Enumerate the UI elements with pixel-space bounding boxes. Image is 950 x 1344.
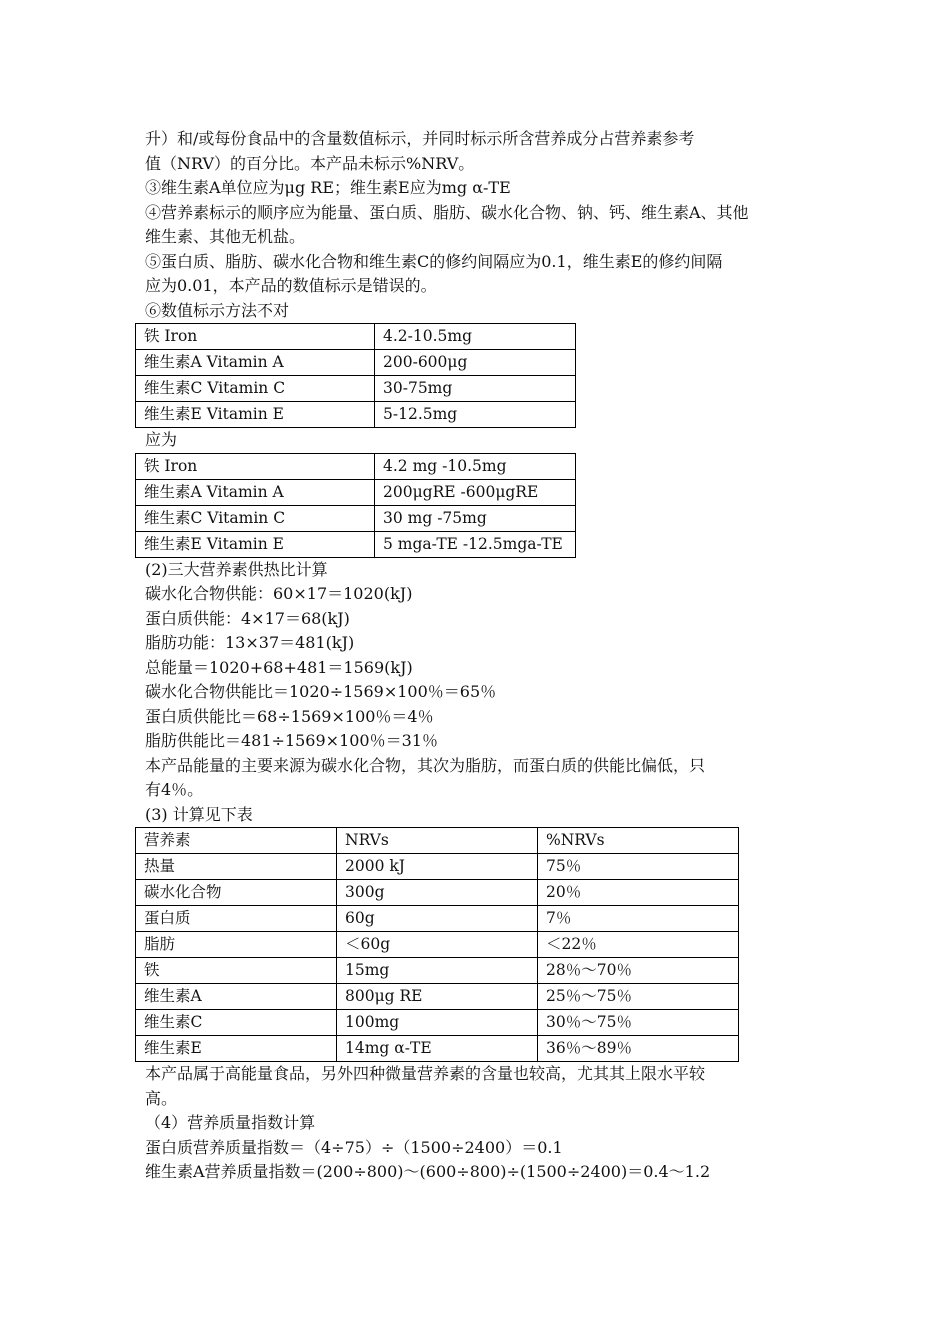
nrv-table [135, 827, 739, 1062]
table-row [136, 1036, 739, 1062]
calc-line: 总能量＝1020+68+481＝1569(kJ) [145, 657, 413, 677]
intro-line: ⑤蛋白质、脂肪、碳水化合物和维生素C的修约间隔应为0.1，维生素E的修约间隔 [145, 251, 723, 271]
table-cell: 30％～75％ [538, 1010, 739, 1036]
calc-line: 有4％。 [145, 780, 204, 799]
intro-line: 维生素、其他无机盐。 [145, 227, 306, 246]
table-cell: 维生素A Vitamin A [136, 479, 375, 505]
table-cell: 200-600μg [375, 350, 576, 376]
correct-format-table [135, 453, 576, 558]
calc-line: 碳水化合物供能：60×17＝1020(kJ) [145, 584, 413, 603]
section-heading: （4）营养质量指数计算 [145, 1113, 316, 1132]
table-row [136, 505, 576, 531]
table-cell: 铁 Iron [136, 324, 375, 350]
table-cell: 60g [337, 906, 538, 932]
table-cell: 维生素E Vitamin E [136, 531, 375, 557]
table-row [136, 1010, 739, 1036]
table-cell: 维生素C [136, 1010, 337, 1036]
intro-line: ③维生素A单位应为μg RE；维生素E应为mg α-TE [145, 178, 511, 197]
table-cell: 维生素A Vitamin A [136, 350, 375, 376]
calculation-section [145, 558, 815, 828]
table-cell: 15mg [337, 958, 538, 984]
table-cell: 36％～89％ [538, 1036, 739, 1062]
calc-line: 蛋白质供能比＝68÷1569×100％＝4％ [145, 706, 434, 726]
conclusion-line: 高。 [145, 1088, 178, 1108]
section-heading: (2)三大营养素供热比计算 [145, 559, 328, 579]
table-cell: 铁 Iron [136, 453, 375, 479]
table-row [136, 324, 576, 350]
calc-line: 脂肪供能比＝481÷1569×100％＝31％ [145, 731, 438, 750]
table-cell: 2000 kJ [337, 854, 538, 880]
table-cell: ＜60g [337, 932, 538, 958]
conclusion-section [145, 1062, 815, 1185]
intro-line: 升）和/或每份食品中的含量数值标示，并同时标示所含营养成分占营养素参考 [145, 129, 695, 148]
calc-line: 碳水化合物供能比＝1020÷1569×100％＝65％ [145, 682, 497, 701]
calc-line: 蛋白质营养质量指数＝（4÷75）÷（1500÷2400）＝0.1 [145, 1137, 563, 1157]
table-cell: 300g [337, 880, 538, 906]
conclusion-line: 本产品属于高能量食品，另外四种微量营养素的含量也较高，尤其其上限水平较 [145, 1064, 706, 1083]
table-cell: 碳水化合物 [136, 880, 337, 906]
table-row [136, 479, 576, 505]
table-cell: 30-75mg [375, 376, 576, 402]
table-cell: 脂肪 [136, 932, 337, 958]
table-row [136, 932, 739, 958]
table-cell: 4.2-10.5mg [375, 324, 576, 350]
table-cell: 200μgRE -600μgRE [375, 479, 576, 505]
intro-line: 应为0.01，本产品的数值标示是错误的。 [145, 276, 437, 295]
table-row [136, 880, 739, 906]
table-cell: 75％ [538, 854, 739, 880]
table-cell: 维生素C Vitamin C [136, 376, 375, 402]
table-row [136, 906, 739, 932]
table-cell: 维生素C Vitamin C [136, 505, 375, 531]
table-row [136, 531, 576, 557]
table-row [136, 854, 739, 880]
table-cell: 30 mg -75mg [375, 505, 576, 531]
table-header-cell: NRVs [337, 828, 538, 854]
calc-line: 脂肪功能：13×37＝481(kJ) [145, 633, 355, 652]
table-header-cell: 营养素 [136, 828, 337, 854]
table-row [136, 958, 739, 984]
table-row [136, 376, 576, 402]
section-heading: (3) 计算见下表 [145, 804, 253, 824]
table-cell: 维生素E [136, 1036, 337, 1062]
intro-line: ④营养素标示的顺序应为能量、蛋白质、脂肪、碳水化合物、钠、钙、维生素A、其他 [145, 202, 749, 222]
table-cell: 100mg [337, 1010, 538, 1036]
intro-line: ⑥数值标示方法不对 [145, 300, 290, 320]
document-page [145, 127, 815, 1185]
table-cell: 25％～75％ [538, 984, 739, 1010]
table-row [136, 350, 576, 376]
calc-line: 维生素A营养质量指数＝(200÷800)～(600÷800)÷(1500÷2400)＝0.4～1.2 [145, 1162, 711, 1181]
table-cell: 20％ [538, 880, 739, 906]
calc-line: 本产品能量的主要来源为碳水化合物，其次为脂肪，而蛋白质的供能比偏低，只 [145, 755, 706, 775]
table-cell: 7％ [538, 906, 739, 932]
table-cell: 维生素A [136, 984, 337, 1010]
intro-section [145, 127, 815, 323]
table-cell: 5-12.5mg [375, 402, 576, 428]
table-cell: 热量 [136, 854, 337, 880]
table-header-row [136, 828, 739, 854]
intro-line: 值（NRV）的百分比。本产品未标示%NRV。 [145, 153, 475, 173]
table-row [136, 984, 739, 1010]
wrong-format-table [135, 323, 576, 428]
table-row [136, 453, 576, 479]
table-cell: 维生素E Vitamin E [136, 402, 375, 428]
table-cell: 14mg α-TE [337, 1036, 538, 1062]
table-cell: 28％～70％ [538, 958, 739, 984]
table-cell: 5 mga-TE -12.5mga-TE [375, 531, 576, 557]
table-row [136, 402, 576, 428]
calc-line: 蛋白质供能：4×17＝68(kJ) [145, 608, 350, 628]
table-header-cell: %NRVs [538, 828, 739, 854]
table-cell: 4.2 mg -10.5mg [375, 453, 576, 479]
table-cell: 蛋白质 [136, 906, 337, 932]
should-be-label: 应为 [145, 430, 178, 449]
table-cell: 铁 [136, 958, 337, 984]
table-cell: ＜22％ [538, 932, 739, 958]
table-cell: 800μg RE [337, 984, 538, 1010]
